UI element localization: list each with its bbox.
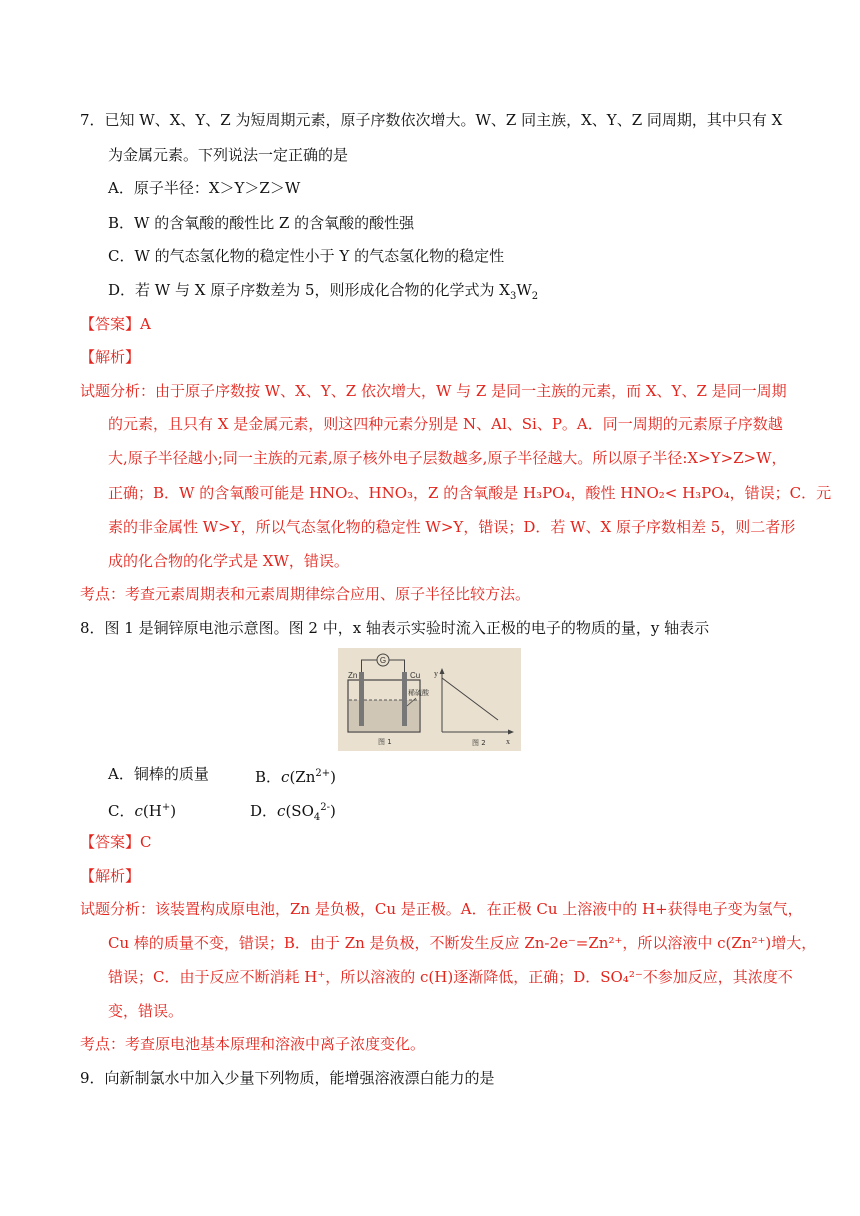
q8-option-c-body: (H bbox=[142, 802, 162, 820]
wire-left bbox=[362, 660, 378, 672]
q8-option-c bbox=[108, 798, 176, 821]
q8-option-d-end: ) bbox=[330, 802, 336, 820]
galvanometer-label: G bbox=[379, 656, 387, 665]
q7-analysis-label: 【解析】 bbox=[80, 348, 141, 366]
q8-analysis-label: 【解析】 bbox=[80, 867, 141, 885]
q7-option-d-sub1: 3 bbox=[509, 291, 517, 302]
wire-right bbox=[389, 660, 405, 672]
cu-electrode bbox=[402, 672, 407, 726]
q8-option-b-c: c bbox=[281, 768, 290, 786]
q8-option-d-c: c bbox=[277, 802, 286, 820]
q7-answer: 【答案】A bbox=[80, 315, 151, 333]
figure1-caption: 图 1 bbox=[378, 738, 392, 746]
zn-electrode bbox=[359, 672, 364, 726]
acid-label: 稀硫酸 bbox=[408, 689, 429, 697]
q8-option-d-prefix: D． bbox=[250, 802, 278, 820]
q7-kaodian: 考点：考查元素周期表和元素周期律综合应用、原子半径比较方法。 bbox=[80, 585, 531, 603]
q8-analysis-line2: Cu 棒的质量不变，错误；B．由于 Zn 是负极，不断发生反应 Zn-2e⁻=Zn²⁺，所以溶液中 c(Zn²⁺)增大， bbox=[108, 934, 817, 952]
q7-analysis-line2: 的元素，且只有 X 是金属元素，则这四种元素分别是 N、Al、Si、P。A．同一周期的元素原子序数越 bbox=[108, 415, 783, 433]
q8-analysis-line4: 变，错误。 bbox=[108, 1002, 184, 1020]
q8-option-a: A．铜棒的质量 bbox=[108, 765, 209, 783]
galvanic-cell-diagram bbox=[338, 648, 521, 751]
q8-kaodian: 考点：考查原电池基本原理和溶液中离子浓度变化。 bbox=[80, 1035, 426, 1053]
q7-analysis-line3: 大,原子半径越小;同一主族的元素,原子核外电子层数越多,原子半径越大。所以原子半径:X>Y>Z>W， bbox=[108, 449, 787, 467]
q7-option-d-sub2: 2 bbox=[531, 291, 539, 302]
q8-option-b bbox=[255, 764, 336, 787]
q8-option-b-sup: 2+ bbox=[315, 768, 331, 779]
zn-label: Zn bbox=[348, 671, 358, 680]
q8-answer: 【答案】C bbox=[80, 833, 152, 851]
q7-option-b: B．W 的含氧酸的酸性比 Z 的含氧酸的酸性强 bbox=[108, 214, 415, 232]
q8-option-b-prefix: B． bbox=[255, 768, 282, 786]
q7-stem-line1: 7．已知 W、X、Y、Z 为短周期元素，原子序数依次增大。W、Z 同主族，X、Y、Z 同周期，其中只有 X bbox=[80, 111, 783, 129]
q9-stem: 9．向新制氯水中加入少量下列物质，能增强溶液漂白能力的是 bbox=[80, 1069, 495, 1087]
q8-option-d-sub: 4 bbox=[313, 812, 321, 823]
q8-stem: 8．图 1 是铜锌原电池示意图。图 2 中，x 轴表示实验时流入正极的电子的物质的量，y 轴表示 bbox=[80, 619, 710, 637]
q8-option-d bbox=[250, 798, 336, 828]
q7-analysis-line5: 素的非金属性 W>Y，所以气态氢化物的稳定性 W>Y，错误；D．若 W、X 原子序数相差 5，则二者形 bbox=[108, 518, 796, 536]
q8-option-b-end: ) bbox=[330, 768, 336, 786]
q7-option-d-mid: W bbox=[516, 281, 532, 299]
q8-figure bbox=[338, 648, 521, 751]
q8-option-c-end: ) bbox=[170, 802, 177, 820]
q8-option-d-body: (SO bbox=[285, 802, 314, 820]
q8-analysis-line1: 试题分析：该装置构成原电池，Zn 是负极，Cu 是正极。A．在正极 Cu 上溶液中的 H+获得电子变为氢气， bbox=[80, 900, 803, 918]
q7-option-d-prefix: D．若 W 与 X 原子序数差为 5，则形成化合物的化学式为 X bbox=[108, 281, 510, 299]
x-axis-label: x bbox=[506, 737, 510, 746]
q7-option-c: C．W 的气态氢化物的稳定性小于 Y 的气态氢化物的稳定性 bbox=[108, 247, 505, 265]
y-axis-arrow-icon bbox=[440, 668, 445, 674]
graph-line bbox=[442, 678, 498, 720]
q7-analysis-line6: 成的化合物的化学式是 XW，错误。 bbox=[108, 552, 349, 570]
figure2-caption: 图 2 bbox=[472, 739, 486, 747]
x-axis-arrow-icon bbox=[508, 730, 514, 735]
q7-option-a: A．原子半径：X＞Y＞Z＞W bbox=[108, 179, 301, 197]
cu-label: Cu bbox=[410, 671, 421, 680]
q7-analysis-line1: 试题分析：由于原子序数按 W、X、Y、Z 依次增大，W 与 Z 是同一主族的元素，而 X、Y、Z 是同一周期 bbox=[80, 382, 787, 400]
q8-option-c-sup: + bbox=[161, 802, 171, 813]
q8-option-c-prefix: C． bbox=[108, 802, 135, 820]
q7-stem-line2: 为金属元素。下列说法一定正确的是 bbox=[108, 146, 349, 164]
q7-option-d bbox=[108, 280, 538, 307]
q8-option-c-c: c bbox=[134, 802, 143, 820]
q8-option-d-sup: 2- bbox=[320, 802, 330, 813]
y-axis-label: y bbox=[434, 669, 438, 678]
q8-analysis-line3: 错误；C．由于反应不断消耗 H⁺，所以溶液的 c(H)逐渐降低，正确；D．SO₄²⁻不参加反应，其浓度不 bbox=[108, 968, 793, 986]
q7-analysis-line4: 正确；B．W 的含氧酸可能是 HNO₂、HNO₃，Z 的含氧酸是 H₃PO₄，酸性 HNO₂< H₃PO₄，错误；C．元 bbox=[108, 484, 832, 502]
q8-option-b-body: (Zn bbox=[289, 768, 316, 786]
